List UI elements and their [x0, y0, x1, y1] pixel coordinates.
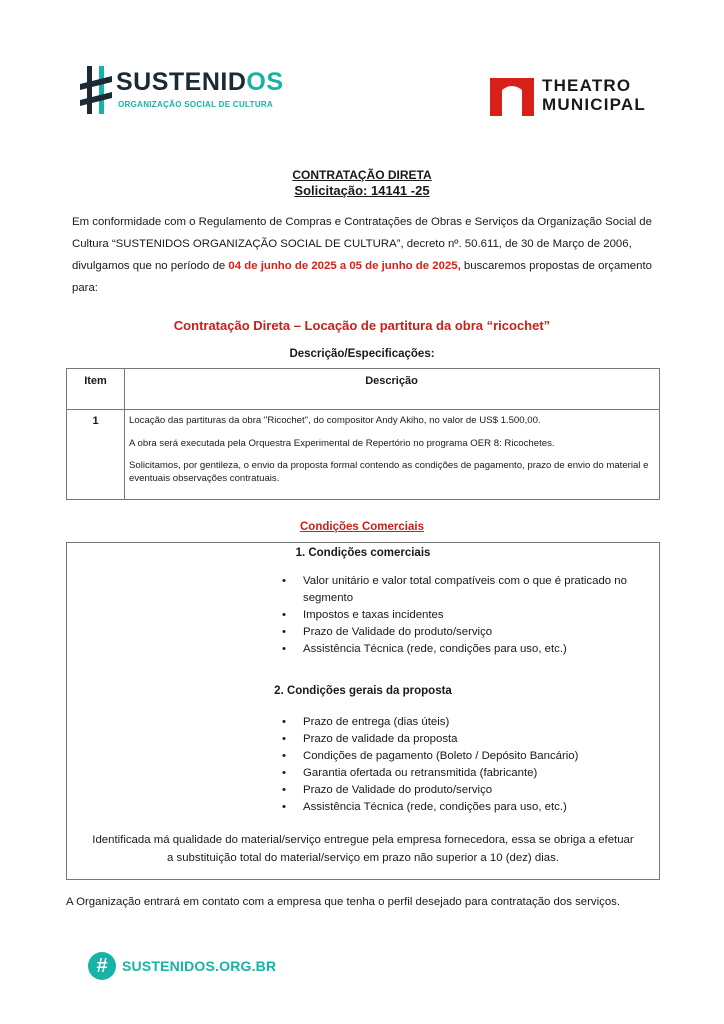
- table-divider: [124, 369, 125, 499]
- list-item: • Prazo de Validade do produto/serviço: [282, 782, 642, 799]
- solicitation-number: Solicitação: 14141 -25: [294, 183, 430, 198]
- list-item: • Condições de pagamento (Boleto / Depósito Bancário): [282, 748, 642, 765]
- sustenidos-logo: [80, 64, 284, 116]
- description-heading: Descrição/Especificações:: [289, 348, 435, 360]
- document-title: [0, 168, 724, 199]
- column-header-description: Descrição: [365, 375, 418, 387]
- footer-note: A Organização entrará em contato com a empresa que tenha o perfil desejado para contratação dos serviços.: [66, 896, 621, 908]
- section-2-title: 2. Condições gerais da proposta: [274, 685, 452, 697]
- table-row-item-number: 1: [92, 415, 99, 427]
- theatro-wordmark: THEATRO MUNICIPAL: [542, 76, 646, 114]
- footer-website-logo: [88, 952, 288, 982]
- description-paragraph: A obra será executada pela Orquestra Experimental de Repertório no programa OER 8: Ricochetes.: [129, 437, 555, 449]
- list-item: • Assistência Técnica (rede, condições para uso, etc.): [282, 641, 642, 658]
- website-url: SUSTENIDOS.ORG.BR: [122, 958, 277, 974]
- hash-logo-icon: [80, 64, 112, 116]
- table-divider: [67, 409, 659, 410]
- sustenidos-wordmark: SUSTENIDOS: [116, 68, 284, 96]
- list-item: • Prazo de entrega (dias úteis): [282, 714, 642, 731]
- sustenidos-tagline: ORGANIZAÇÃO SOCIAL DE CULTURA: [118, 100, 274, 109]
- list-item: • Prazo de validade da proposta: [282, 731, 642, 748]
- section-1-list: [282, 573, 642, 658]
- intro-paragraph: Em conformidade com o Regulamento de Compras e Contratações de Obras e Serviços da Organização Social de Cultura “SUSTENIDOS ORGANIZAÇÃO SOCIAL DE CULTURA”, decreto nº. 50.611, de 30 de Março de 2006, divulgamos que no período de 04 de junho de 2025 a 05 de junho de 2025, buscaremos propostas de orçamento para:: [72, 216, 652, 294]
- theatro-municipal-logo: [490, 74, 660, 118]
- section-1-title: 1. Condições comerciais: [295, 547, 431, 559]
- theatro-arch-icon: [490, 74, 534, 116]
- list-item: • Garantia ofertada ou retransmitida (fabricante): [282, 765, 642, 782]
- description-paragraph: Locação das partituras da obra "Ricochet", do compositor Andy Akiho, no valor de US$ 1.500,00.: [129, 415, 541, 426]
- conditions-heading: Condições Comerciais: [300, 521, 424, 533]
- table-row-description: [129, 415, 653, 495]
- list-item: • Valor unitário e valor total compatíveis com o que é praticado no segmento: [282, 573, 642, 607]
- item-table: [66, 368, 660, 500]
- hash-circle-icon: #: [88, 952, 116, 980]
- description-paragraph: Solicitamos, por gentileza, o envio da proposta formal contendo as condições de pagamento, prazo de envio do material e eventuais observações contratuais.: [129, 460, 649, 484]
- conditions-box: [66, 542, 660, 880]
- list-item: • Prazo de Validade do produto/serviço: [282, 624, 642, 641]
- period-highlight: 04 de junho de 2025 a 05 de junho de 2025,: [228, 260, 461, 272]
- replacement-clause: Identificada má qualidade do material/serviço entregue pela empresa fornecedora, essa se obriga a efetuar a substituição total do material/serviço em prazo não superior a 10 (dez) dias.: [92, 834, 634, 864]
- contract-subject: Contratação Direta – Locação de partitura da obra “ricochet”: [173, 318, 551, 333]
- list-item: • Assistência Técnica (rede, condições para uso, etc.): [282, 799, 642, 816]
- section-2-list: [282, 714, 642, 816]
- column-header-item: Item: [84, 375, 107, 387]
- list-item: • Impostos e taxas incidentes: [282, 607, 642, 624]
- title-line-1: CONTRATAÇÃO DIRETA: [292, 168, 432, 182]
